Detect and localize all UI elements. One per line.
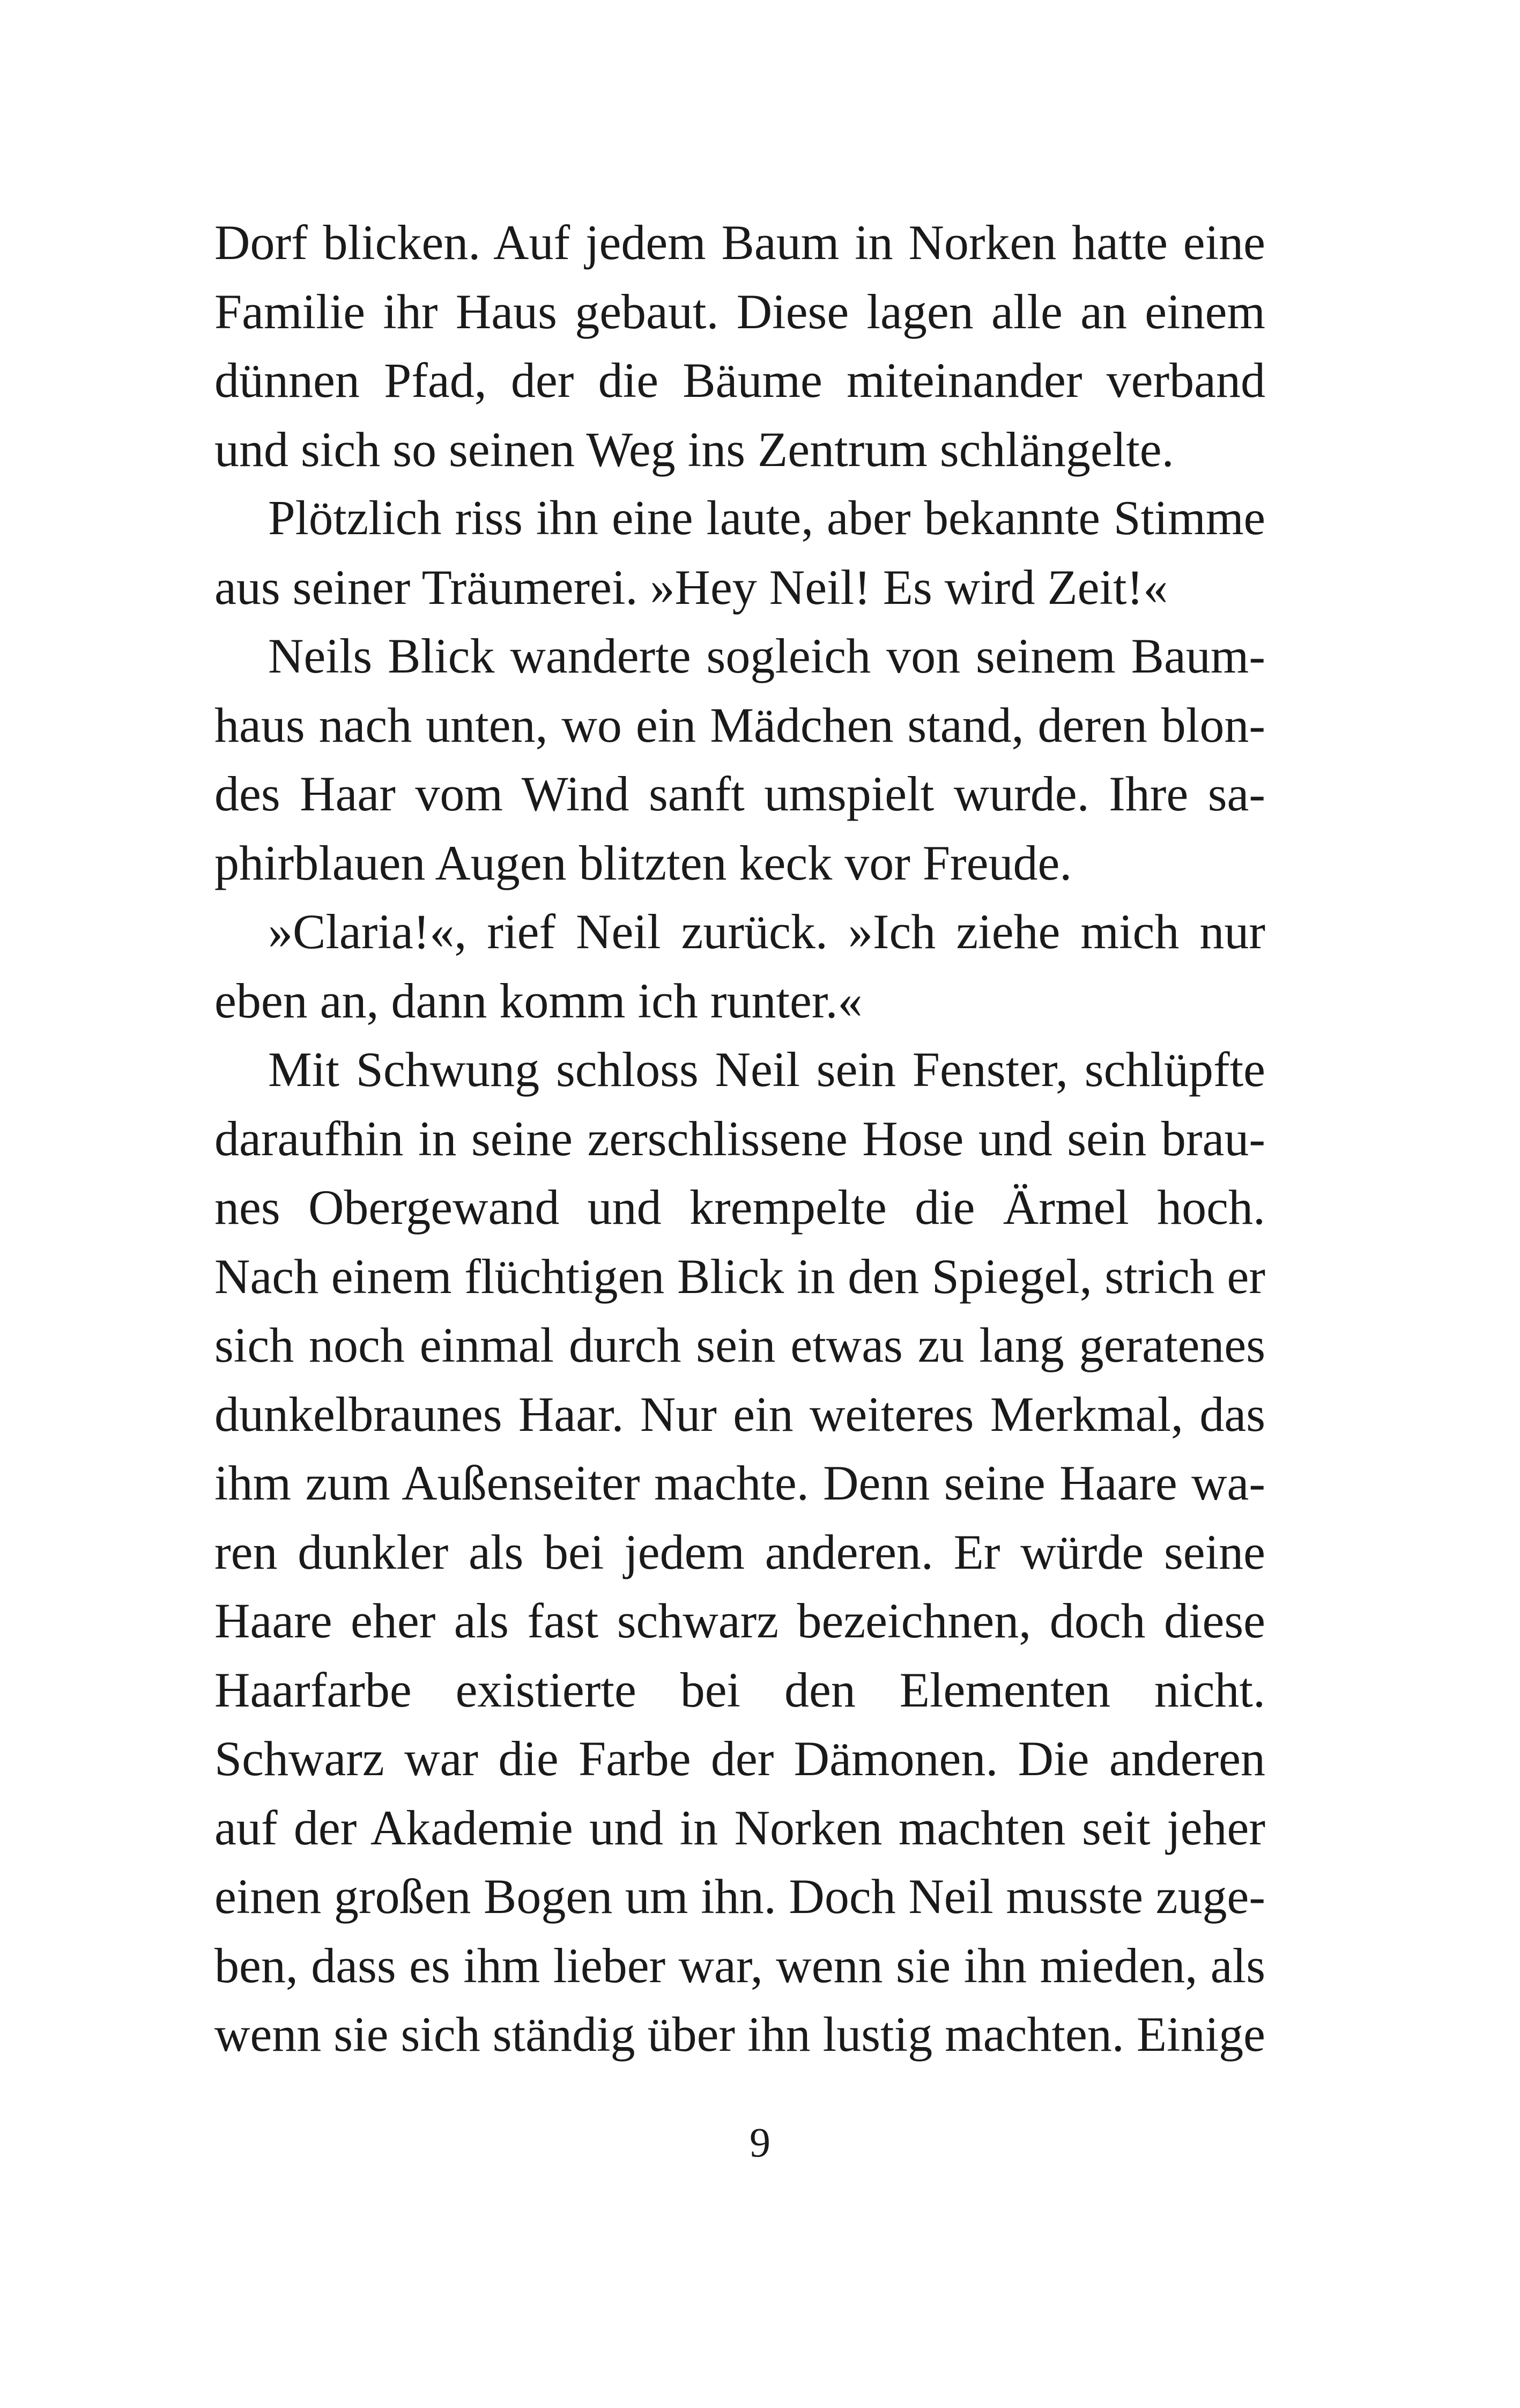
page-number: 9 [750, 2119, 770, 2166]
text-line: Neils Blick wanderte sogleich von seinem Baum- [268, 629, 1265, 683]
text-line: ren dunkler als bei jedem anderen. Er würde seine [214, 1524, 1265, 1579]
text-line: daraufhin in seine zerschlissene Hose und sein brau- [214, 1111, 1265, 1166]
text-line: einen großen Bogen um ihn. Doch Neil musste zuge- [214, 1869, 1265, 1924]
text-line: ihm zum Außenseiter machte. Denn seine Haare wa- [214, 1456, 1265, 1510]
text-line: Plötzlich riss ihn eine laute, aber bekannte Stimme [268, 491, 1265, 545]
text-line: Haarfarbe existierte bei den Elementen nicht. [214, 1662, 1265, 1717]
text-line: des Haar vom Wind sanft umspielt wurde. Ihre sa- [214, 766, 1265, 821]
text-line: eben an, dann komm ich runter.« [214, 973, 863, 1028]
text-line: Dorf blicken. Auf jedem Baum in Norken hatte eine [214, 215, 1265, 270]
text-line: auf der Akademie und in Norken machten seit jeher [214, 1800, 1265, 1855]
text-line: Mit Schwung schloss Neil sein Fenster, schlüpfte [268, 1042, 1265, 1097]
text-line: ben, dass es ihm lieber war, wenn sie ihn mieden, als [214, 1938, 1265, 1993]
text-line: dünnen Pfad, der die Bäume miteinander verband [214, 353, 1265, 408]
text-line: Schwarz war die Farbe der Dämonen. Die anderen [214, 1731, 1265, 1786]
text-line: wenn sie sich ständig über ihn lustig machten. Einige [214, 2007, 1265, 2062]
text-line: aus seiner Träumerei. »Hey Neil! Es wird Zeit!« [214, 559, 1168, 615]
text-line: sich noch einmal durch sein etwas zu lang geratenes [214, 1318, 1265, 1372]
text-line: Haare eher als fast schwarz bezeichnen, doch diese [214, 1593, 1265, 1648]
text-line: haus nach unten, wo ein Mädchen stand, deren blon- [214, 697, 1265, 752]
text-line: phirblauen Augen blitzten keck vor Freude. [214, 835, 1072, 890]
text-line: dunkelbraunes Haar. Nur ein weiteres Merkmal, das [214, 1386, 1265, 1442]
text-line: Familie ihr Haus gebaut. Diese lagen alle an einem [214, 284, 1265, 339]
text-line: »Claria!«, rief Neil zurück. »Ich ziehe mich nur [268, 904, 1265, 959]
text-line: Nach einem flüchtigen Blick in den Spiegel, strich er [214, 1249, 1265, 1304]
text-line: nes Obergewand und krempelte die Ärmel hoch. [214, 1180, 1265, 1235]
text-line: und sich so seinen Weg ins Zentrum schlängelte. [214, 422, 1174, 477]
body-text [214, 208, 1265, 2069]
